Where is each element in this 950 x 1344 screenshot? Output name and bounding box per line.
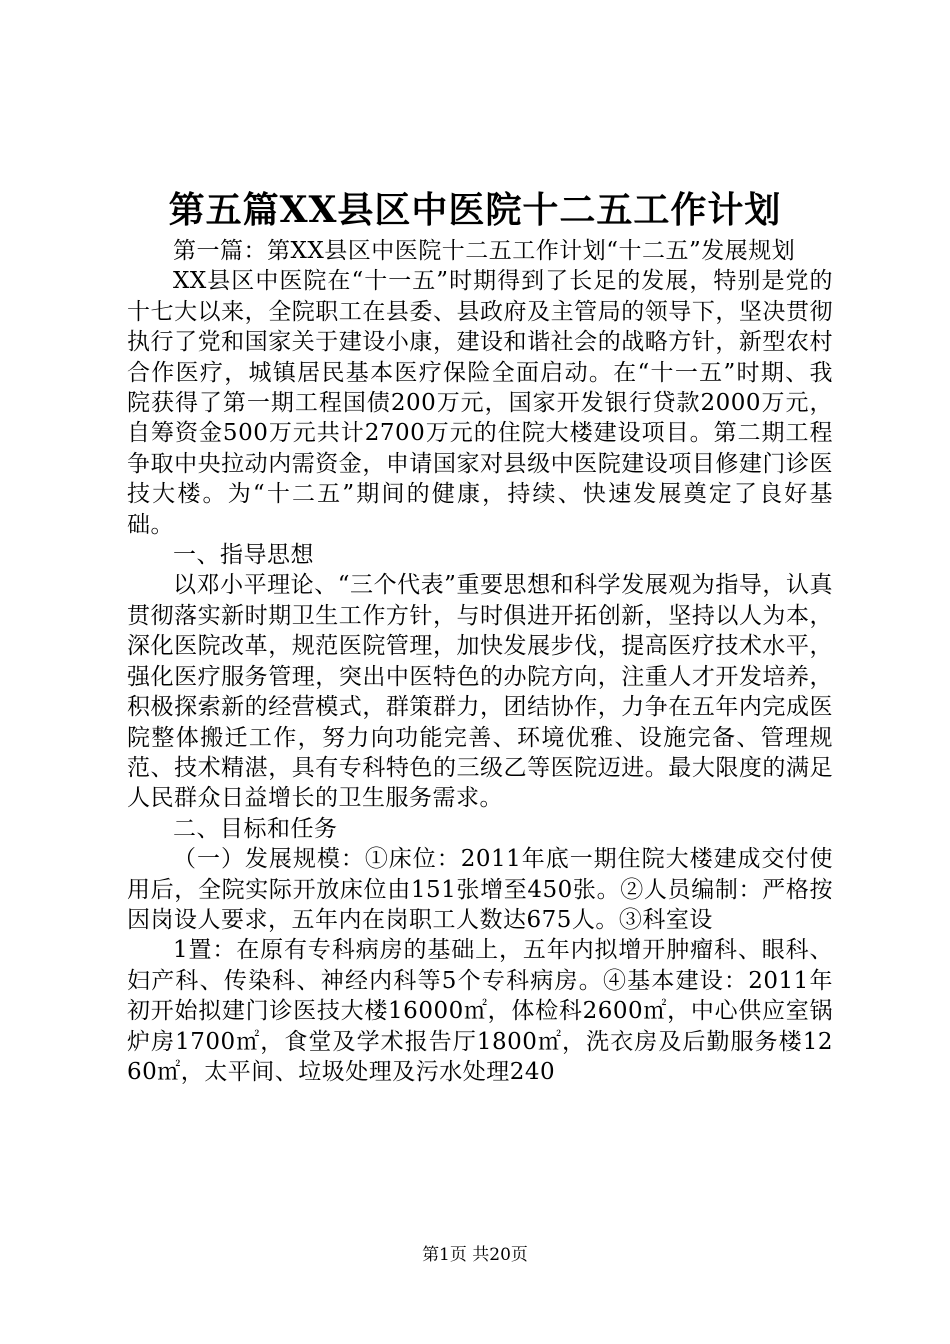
- paragraph-intro: XX县区中医院在“十一五”时期得到了长足的发展，特别是党的十七大以来，全院职工在县委、县政府及主管局的领导下，坚决贯彻执行了党和国家关于建设小康，建设和谐社会的战略方针，新型农村合作医疗，城镇居民基本医疗保险全面启动。在“十一五”时期、我院获得了第一期工程国债200万元，国家开发银行贷款2000万元，自筹资金500万元共计2700万元的住院大楼建设项目。第二期工程争取中央拉动内需资金，申请国家对县级中医院建设项目修建门诊医技大楼。为“十二五”期间的健康，持续、快速发展奠定了良好基础。: [127, 268, 833, 538]
- page-number-footer: 第1页 共20页: [422, 1245, 528, 1265]
- section-heading-goals-tasks: 二、目标和任务: [173, 815, 338, 842]
- document-body: [127, 236, 833, 1087]
- paragraph-department-setup: 1置：在原有专科病房的基础上，五年内拟增开肿瘤科、眼科、妇产科、传染科、神经内科等5个专科病房。④基本建设：2011年初开始拟建门诊医技大楼16000㎡，体检科2600㎡，中心供应室锅炉房1700㎡，食堂及学术报告厅1800㎡，洗衣房及后勤服务楼1260㎡，太平间、垃圾处理及污水处理240: [127, 937, 833, 1085]
- paragraph-guiding-ideology: 以邓小平理论、“三个代表”重要思想和科学发展观为指导，认真贯彻落实新时期卫生工作方针，与时俱进开拓创新，坚持以人为本，深化医院改革，规范医院管理，加快发展步伐，提高医疗技术水平，强化医疗服务管理，突出中医特色的办院方向，注重人才开发培养，积极探索新的经营模式，群策群力，团结协作，力争在五年内完成医院整体搬迁工作，努力向功能完善、环境优雅、设施完备、管理规范、技术精湛，具有专科特色的三级乙等医院迈进。最大限度的满足人民群众日益增长的卫生服务需求。: [127, 572, 833, 812]
- section-heading-guiding-ideology: 一、指导思想: [173, 542, 314, 569]
- document-title: 第五篇XX县区中医院十二五工作计划: [168, 189, 782, 231]
- paragraph-subtitle: 第一篇：第XX县区中医院十二五工作计划“十二五”发展规划: [173, 238, 796, 264]
- paragraph-development-scale: （一）发展规模：①床位：2011年底一期住院大楼建成交付使用后，全院实际开放床位由151张增至450张。②人员编制：严格按因岗设人要求，五年内在岗职工人数达675人。③科室设: [127, 846, 833, 933]
